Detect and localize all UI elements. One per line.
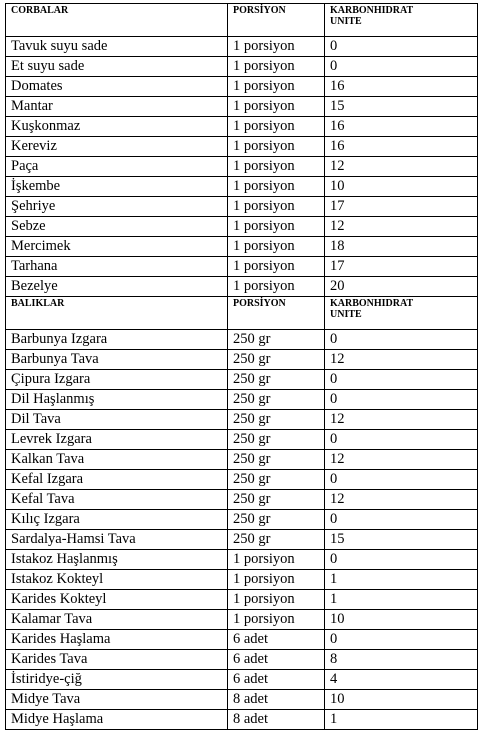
cell-portion: 250 gr: [228, 330, 325, 350]
table-row: [6, 410, 478, 430]
cell-carb: 0: [325, 370, 478, 390]
cell-name: Midye Haşlama: [6, 710, 228, 730]
cell-carb: 16: [325, 137, 478, 157]
cell-carb: 16: [325, 117, 478, 137]
cell-portion: 8 adet: [228, 710, 325, 730]
table-row: [6, 277, 478, 297]
table-row: [6, 37, 478, 57]
section-header-row: [6, 4, 478, 37]
cell-portion: 6 adet: [228, 670, 325, 690]
cell-carb: 18: [325, 237, 478, 257]
cell-portion: 250 gr: [228, 510, 325, 530]
cell-carb: 1: [325, 570, 478, 590]
cell-name: Barbunya Izgara: [6, 330, 228, 350]
cell-name: Levrek Izgara: [6, 430, 228, 450]
cell-carb: 16: [325, 77, 478, 97]
cell-name: Kereviz: [6, 137, 228, 157]
cell-carb: 8: [325, 650, 478, 670]
table-row: [6, 650, 478, 670]
table-row: [6, 630, 478, 650]
cell-portion: 1 porsiyon: [228, 57, 325, 77]
cell-carb: 12: [325, 350, 478, 370]
cell-name: Barbunya Tava: [6, 350, 228, 370]
cell-name: Istakoz Haşlanmış: [6, 550, 228, 570]
cell-name: Kefal Izgara: [6, 470, 228, 490]
carbohydrate-table: [5, 3, 478, 730]
cell-carb: 4: [325, 670, 478, 690]
table-row: [6, 257, 478, 277]
cell-portion: 1 porsiyon: [228, 37, 325, 57]
header-cell-portion: PORSİYON: [228, 4, 325, 37]
table-row: [6, 330, 478, 350]
cell-portion: 250 gr: [228, 410, 325, 430]
cell-name: Kalkan Tava: [6, 450, 228, 470]
cell-name: Mercimek: [6, 237, 228, 257]
cell-portion: 6 adet: [228, 630, 325, 650]
cell-carb: 12: [325, 450, 478, 470]
table-row: [6, 390, 478, 410]
cell-carb: 0: [325, 630, 478, 650]
table-row: [6, 690, 478, 710]
cell-carb: 10: [325, 177, 478, 197]
cell-carb: 0: [325, 550, 478, 570]
cell-portion: 1 porsiyon: [228, 610, 325, 630]
cell-portion: 250 gr: [228, 450, 325, 470]
table-row: [6, 550, 478, 570]
cell-name: Et suyu sade: [6, 57, 228, 77]
cell-portion: 1 porsiyon: [228, 550, 325, 570]
cell-name: Kuşkonmaz: [6, 117, 228, 137]
cell-carb: 17: [325, 197, 478, 217]
cell-name: Kalamar Tava: [6, 610, 228, 630]
cell-portion: 1 porsiyon: [228, 257, 325, 277]
cell-carb: 10: [325, 610, 478, 630]
cell-carb: 15: [325, 97, 478, 117]
cell-carb: 17: [325, 257, 478, 277]
table-row: [6, 117, 478, 137]
cell-name: Şehriye: [6, 197, 228, 217]
cell-portion: 250 gr: [228, 430, 325, 450]
cell-carb: 0: [325, 37, 478, 57]
cell-name: İstiridye-çiğ: [6, 670, 228, 690]
cell-name: Paça: [6, 157, 228, 177]
table-body: [6, 4, 478, 730]
table-row: [6, 157, 478, 177]
table-row: [6, 670, 478, 690]
cell-carb: 0: [325, 510, 478, 530]
cell-portion: 1 porsiyon: [228, 97, 325, 117]
cell-portion: 1 porsiyon: [228, 217, 325, 237]
section-header-row: [6, 297, 478, 330]
cell-carb: 1: [325, 590, 478, 610]
table-row: [6, 470, 478, 490]
cell-carb: 1: [325, 710, 478, 730]
table-row: [6, 217, 478, 237]
cell-name: Dil Haşlanmış: [6, 390, 228, 410]
table-row: [6, 57, 478, 77]
table-row: [6, 510, 478, 530]
cell-portion: 250 gr: [228, 470, 325, 490]
table-row: [6, 590, 478, 610]
cell-name: Tavuk suyu sade: [6, 37, 228, 57]
table-row: [6, 450, 478, 470]
cell-portion: 8 adet: [228, 690, 325, 710]
cell-name: Sebze: [6, 217, 228, 237]
cell-portion: 1 porsiyon: [228, 177, 325, 197]
cell-carb: 0: [325, 470, 478, 490]
table-row: [6, 430, 478, 450]
cell-carb: 0: [325, 430, 478, 450]
cell-carb: 12: [325, 410, 478, 430]
cell-name: Bezelye: [6, 277, 228, 297]
cell-portion: 1 porsiyon: [228, 237, 325, 257]
cell-name: Domates: [6, 77, 228, 97]
table-row: [6, 350, 478, 370]
table-row: [6, 197, 478, 217]
cell-name: Dil Tava: [6, 410, 228, 430]
cell-carb: 12: [325, 490, 478, 510]
header-cell-name: CORBALAR: [6, 4, 228, 37]
cell-portion: 250 gr: [228, 370, 325, 390]
carbohydrate-table-container: [5, 3, 477, 730]
cell-carb: 12: [325, 217, 478, 237]
cell-carb: 10: [325, 690, 478, 710]
cell-carb: 15: [325, 530, 478, 550]
cell-portion: 250 gr: [228, 390, 325, 410]
cell-name: Karides Kokteyl: [6, 590, 228, 610]
cell-name: Mantar: [6, 97, 228, 117]
table-row: [6, 97, 478, 117]
table-row: [6, 370, 478, 390]
cell-portion: 6 adet: [228, 650, 325, 670]
table-row: [6, 137, 478, 157]
cell-name: Istakoz Kokteyl: [6, 570, 228, 590]
cell-portion: 1 porsiyon: [228, 117, 325, 137]
table-row: [6, 237, 478, 257]
header-cell-name: BALIKLAR: [6, 297, 228, 330]
cell-name: Midye Tava: [6, 690, 228, 710]
table-row: [6, 77, 478, 97]
cell-portion: 1 porsiyon: [228, 277, 325, 297]
cell-name: Kefal Tava: [6, 490, 228, 510]
header-label-carb: KARBONHIDRAT UNITE: [330, 298, 413, 320]
cell-name: Karides Tava: [6, 650, 228, 670]
cell-portion: 250 gr: [228, 350, 325, 370]
cell-portion: 1 porsiyon: [228, 590, 325, 610]
cell-carb: 0: [325, 390, 478, 410]
header-cell-portion: PORSİYON: [228, 297, 325, 330]
header-cell-carb: [325, 4, 478, 37]
table-row: [6, 530, 478, 550]
table-row: [6, 610, 478, 630]
cell-carb: 12: [325, 157, 478, 177]
cell-name: Sardalya-Hamsi Tava: [6, 530, 228, 550]
cell-name: İşkembe: [6, 177, 228, 197]
cell-portion: 250 gr: [228, 490, 325, 510]
cell-carb: 0: [325, 57, 478, 77]
cell-portion: 1 porsiyon: [228, 157, 325, 177]
cell-carb: 0: [325, 330, 478, 350]
cell-portion: 1 porsiyon: [228, 77, 325, 97]
table-row: [6, 570, 478, 590]
table-row: [6, 710, 478, 730]
header-label-carb: KARBONHIDRAT UNITE: [330, 5, 413, 27]
table-row: [6, 490, 478, 510]
cell-portion: 250 gr: [228, 530, 325, 550]
cell-portion: 1 porsiyon: [228, 197, 325, 217]
cell-portion: 1 porsiyon: [228, 137, 325, 157]
header-cell-carb: [325, 297, 478, 330]
table-row: [6, 177, 478, 197]
cell-name: Tarhana: [6, 257, 228, 277]
cell-name: Karides Haşlama: [6, 630, 228, 650]
cell-name: Çipura Izgara: [6, 370, 228, 390]
cell-carb: 20: [325, 277, 478, 297]
cell-portion: 1 porsiyon: [228, 570, 325, 590]
cell-name: Kılıç Izgara: [6, 510, 228, 530]
